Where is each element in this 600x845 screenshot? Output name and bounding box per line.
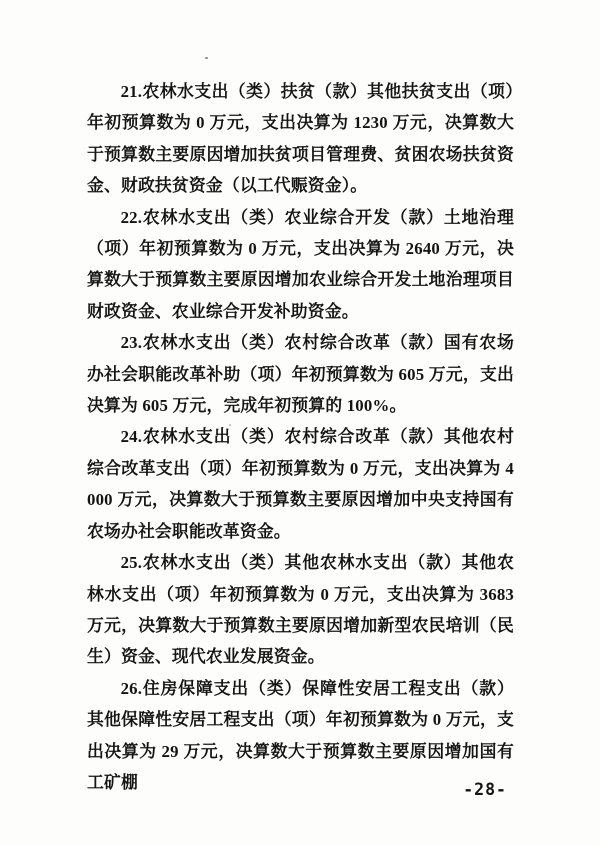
paragraph-item-26: 26.住房保障支出（类）保障性安居工程支出（款）其他保障性安居工程支出（项）年初预算数为 0 万元，支出决算为 29 万元，决算数大于预算数主要原因增加国有工矿棚: [87, 678, 514, 792]
page-number: -28-: [463, 780, 507, 799]
paragraph-item-22: 22.农林水支出（类）农业综合开发（款）土地治理（项）年初预算数为 0 万元，支出决算为 2640 万元，决算数大于预算数主要原因增加农业综合开发土地治理项目财政资金、农业综合开发补助资金。: [87, 207, 514, 321]
paragraph-item-23: 23.农林水支出（类）农村综合改革（款）国有农场办社会职能改革补助（项）年初预算数为 605 万元，支出决算为 605 万元，完成年初预算的 100%。: [87, 333, 514, 416]
scan-speck: [205, 57, 208, 59]
paragraph-item-21: 21.农林水支出（类）扶贫（款）其他扶贫支出（项）年初预算数为 0 万元，支出决算为 1230 万元，决算数大于预算数主要原因增加扶贫项目管理费、贫困农场扶贫资金、财政扶贫资金（以工代赈资金）。: [87, 82, 514, 196]
paragraph-item-24: 24.农林水支出（类）农村综合改革（款）其他农村综合改革支出（项）年初预算数为 0 万元，支出决算为 4000 万元，决算数大于预算数主要原因增加中央支持国有农场办社会职能改革资金。: [87, 427, 514, 541]
document-body: [87, 76, 514, 798]
paragraph-item-25: 25.农林水支出（类）其他农林水支出（款）其他农林水支出（项）年初预算数为 0 万元，支出决算为 3683 万元，决算数大于预算数主要原因增加新型农民培训（民生）资金、现代农业发展资金。: [87, 553, 514, 667]
